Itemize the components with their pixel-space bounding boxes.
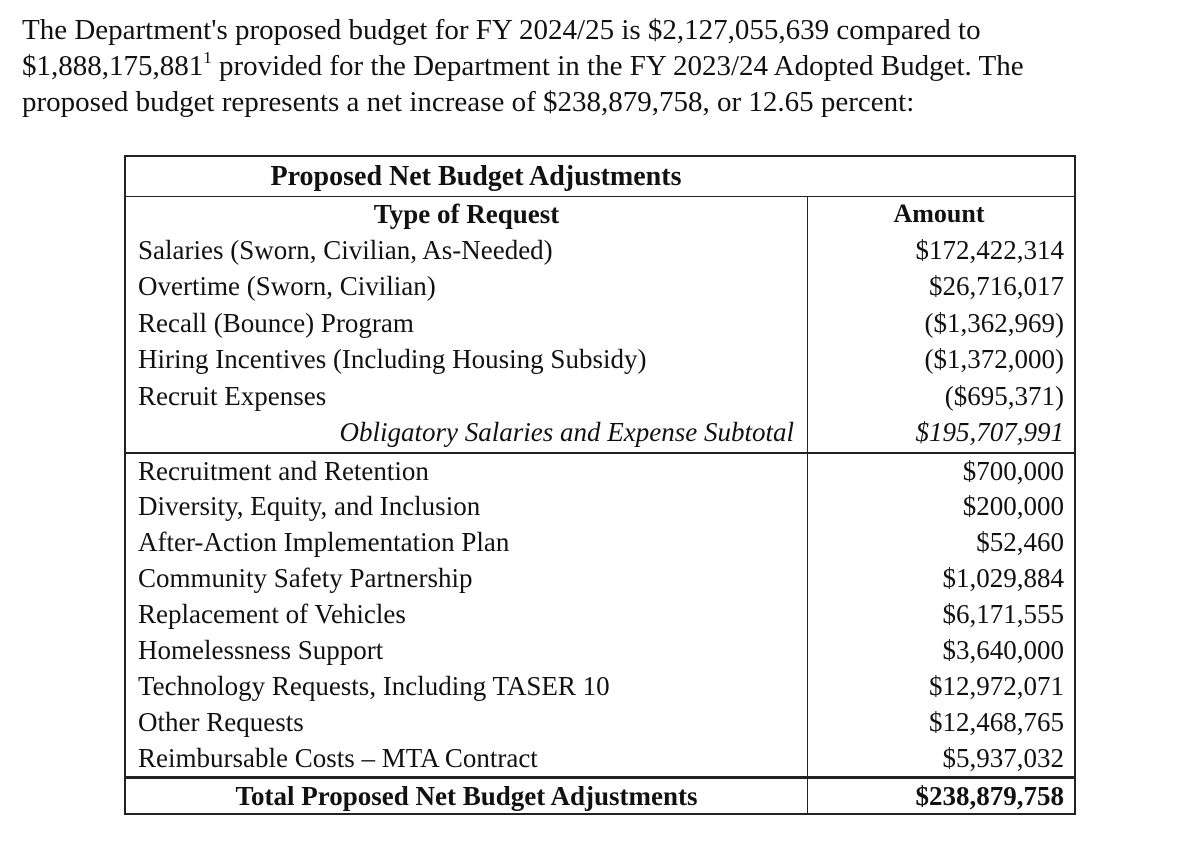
total-label: Total Proposed Net Budget Adjustments bbox=[235, 781, 698, 811]
table-row bbox=[126, 306, 1074, 342]
table-row bbox=[126, 379, 1074, 415]
row-amount: $12,468,765 bbox=[929, 707, 1064, 737]
row-amount: $26,716,017 bbox=[929, 271, 1064, 301]
table-row bbox=[126, 741, 1074, 777]
table-row bbox=[126, 561, 1074, 597]
table-row bbox=[126, 525, 1074, 561]
row-amount: $700,000 bbox=[962, 456, 1064, 486]
intro-line-2 bbox=[22, 48, 1182, 84]
intro-line-2-rest: provided for the Department in the FY 2023/24 Adopted Budget. The bbox=[211, 50, 1024, 82]
table-row bbox=[126, 597, 1074, 633]
row-label: After-Action Implementation Plan bbox=[138, 527, 510, 557]
prior-budget-amount: $1,888,175,881 bbox=[22, 50, 204, 82]
row-label: Reimbursable Costs – MTA Contract bbox=[138, 743, 538, 773]
row-amount: ($695,371) bbox=[944, 381, 1064, 411]
total-row bbox=[126, 779, 1074, 815]
row-label: Recruitment and Retention bbox=[138, 456, 429, 486]
row-label: Recall (Bounce) Program bbox=[138, 308, 414, 338]
amount-header: Amount bbox=[893, 199, 985, 228]
subtotal-amount: $195,707,991 bbox=[915, 417, 1064, 447]
table-row bbox=[126, 705, 1074, 741]
table-row bbox=[126, 452, 1074, 488]
row-amount: $200,000 bbox=[962, 491, 1064, 521]
type-of-request-header: Type of Request bbox=[373, 199, 560, 229]
table-row bbox=[126, 269, 1074, 305]
intro-line-1: The Department's proposed budget for FY 2024/25 is $2,127,055,639 compared to bbox=[22, 14, 981, 46]
row-label: Diversity, Equity, and Inclusion bbox=[138, 491, 481, 521]
row-amount: $5,937,032 bbox=[942, 743, 1064, 773]
table-header-row bbox=[126, 197, 1074, 233]
row-label: Other Requests bbox=[138, 707, 304, 737]
row-amount: $6,171,555 bbox=[942, 599, 1064, 629]
table-row bbox=[126, 489, 1074, 525]
subtotal-label: Obligatory Salaries and Expense Subtotal bbox=[339, 417, 794, 447]
table-caption-row bbox=[126, 157, 1074, 197]
row-amount: $3,640,000 bbox=[942, 635, 1064, 665]
footnote-marker: 1 bbox=[203, 48, 212, 67]
row-label: Salaries (Sworn, Civilian, As-Needed) bbox=[138, 235, 553, 265]
budget-adjustments-table bbox=[124, 155, 1076, 815]
table-caption: Proposed Net Budget Adjustments bbox=[270, 161, 682, 192]
table-row bbox=[126, 633, 1074, 669]
row-label: Overtime (Sworn, Civilian) bbox=[138, 271, 436, 301]
total-amount: $238,879,758 bbox=[915, 781, 1064, 811]
row-amount: $52,460 bbox=[976, 527, 1064, 557]
intro-paragraph bbox=[22, 12, 1182, 120]
table-row bbox=[126, 342, 1074, 378]
row-amount: ($1,372,000) bbox=[924, 344, 1064, 374]
row-amount: $1,029,884 bbox=[942, 563, 1064, 593]
table-row bbox=[126, 233, 1074, 269]
subtotal-row bbox=[126, 415, 1074, 451]
row-amount: ($1,362,969) bbox=[924, 308, 1064, 338]
row-label: Recruit Expenses bbox=[138, 381, 327, 411]
row-label: Technology Requests, Including TASER 10 bbox=[138, 671, 610, 701]
row-label: Homelessness Support bbox=[138, 635, 384, 665]
row-amount: $172,422,314 bbox=[915, 235, 1064, 265]
row-label: Community Safety Partnership bbox=[138, 563, 473, 593]
row-label: Hiring Incentives (Including Housing Subsidy) bbox=[138, 344, 647, 374]
row-label: Replacement of Vehicles bbox=[138, 599, 406, 629]
table-row bbox=[126, 669, 1074, 705]
row-amount: $12,972,071 bbox=[929, 671, 1064, 701]
total-row-box bbox=[126, 776, 1074, 815]
intro-line-3: proposed budget represents a net increase of $238,879,758, or 12.65 percent: bbox=[22, 86, 915, 118]
